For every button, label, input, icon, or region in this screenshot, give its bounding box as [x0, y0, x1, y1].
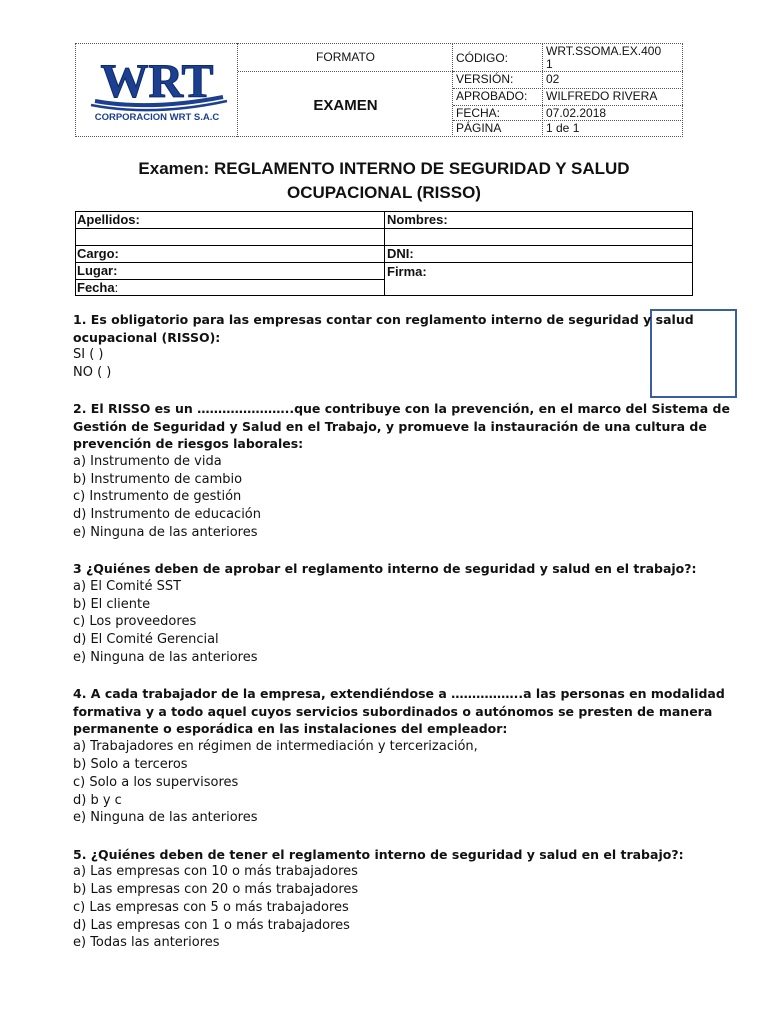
question-1-option-no[interactable]: NO ( )	[73, 365, 112, 380]
codigo-label: CÓDIGO:	[456, 51, 509, 65]
version-label: VERSIÓN:	[456, 72, 514, 86]
pagina-value: 1 de 1	[546, 121, 580, 135]
nombres-label: Nombres:	[387, 212, 448, 227]
question-2-option-e[interactable]: e) Ninguna de las anteriores	[73, 525, 258, 540]
grid-line	[75, 262, 693, 263]
codigo-value: WRT.SSOMA.EX.400	[546, 44, 662, 58]
version-value: 02	[546, 72, 560, 86]
question-5-option-d[interactable]: d) Las empresas con 1 o más trabajadores	[73, 918, 350, 933]
question-4-line-2: formativa y a todo aquel cuyos servicios subordinados o autónomos se presten de manera	[73, 704, 713, 719]
question-3-line-1: 3 ¿Quiénes deben de aprobar el reglamento interno de seguridad y salud en el trabajo?:	[73, 561, 697, 576]
pagina-label: PÁGINA	[456, 121, 502, 135]
fecha-field-label	[77, 280, 118, 295]
question-5-line-1: 5. ¿Quiénes deben de tener el reglamento interno de seguridad y salud en el trabajo?:	[73, 847, 684, 862]
question-2-option-a[interactable]: a) Instrumento de vida	[73, 454, 222, 469]
grid-line	[75, 245, 693, 246]
lugar-label: Lugar:	[77, 263, 118, 278]
grid-line	[75, 279, 384, 280]
nombres-input[interactable]	[385, 229, 692, 245]
question-3-option-c[interactable]: c) Los proveedores	[73, 614, 197, 629]
question-1-option-si[interactable]: SI ( )	[73, 347, 104, 362]
question-4-line-3: permanente o esporádica en las instalaciones del empleador:	[73, 721, 508, 736]
question-3-option-b[interactable]: b) El cliente	[73, 597, 151, 612]
question-5-option-b[interactable]: b) Las empresas con 20 o más trabajadores	[73, 882, 359, 897]
logo-letters: WRT	[100, 55, 214, 108]
grid-line	[75, 211, 76, 296]
question-2-line-2: Gestión de Seguridad y Salud en el Trabajo, y promueve la instauración de una cultura de	[73, 419, 707, 434]
dni-label: DNI:	[387, 246, 414, 261]
personal-data-form	[75, 211, 693, 296]
question-4-line-1: 4. A cada trabajador de la empresa, extendiéndose a ……………..a las personas en modalidad	[73, 686, 725, 701]
fecha-text: Fecha	[77, 280, 115, 295]
question-5-option-a[interactable]: a) Las empresas con 10 o más trabajadores	[73, 864, 358, 879]
codigo-value-line2: 1	[546, 57, 553, 71]
fecha-colon: :	[114, 280, 119, 295]
question-4-option-d[interactable]: d) b y c	[73, 793, 122, 808]
aprobado-value: WILFREDO RIVERA	[546, 89, 658, 103]
exam-title-line2: OCUPACIONAL (RISSO)	[287, 183, 481, 202]
apellidos-input[interactable]	[75, 229, 384, 245]
company-name: CORPORACION WRT S.A.C	[94, 112, 220, 123]
cargo-label: Cargo:	[77, 246, 119, 261]
fecha-value: 07.02.2018	[546, 106, 607, 120]
apellidos-label: Apellidos:	[77, 212, 140, 227]
question-4-option-b[interactable]: b) Solo a terceros	[73, 757, 188, 772]
grid-line	[692, 211, 693, 296]
question-3-option-d[interactable]: d) El Comité Gerencial	[73, 632, 219, 647]
formato-label: FORMATO	[316, 50, 375, 64]
question-3-option-a[interactable]: a) El Comité SST	[73, 579, 182, 594]
examen-label: EXAMEN	[313, 97, 378, 114]
question-4-option-a[interactable]: a) Trabajadores en régimen de intermediación y tercerización,	[73, 739, 478, 754]
firma-label: Firma:	[387, 264, 427, 279]
question-4-option-e[interactable]: e) Ninguna de las anteriores	[73, 810, 258, 825]
aprobado-label: APROBADO:	[456, 89, 528, 103]
question-2-option-c[interactable]: c) Instrumento de gestión	[73, 489, 242, 504]
question-2-line-3: prevención de riesgos laborales:	[73, 436, 304, 451]
question-2-option-d[interactable]: d) Instrumento de educación	[73, 507, 262, 522]
question-5-option-e[interactable]: e) Todas las anteriores	[73, 935, 220, 950]
question-4-option-c[interactable]: c) Solo a los supervisores	[73, 775, 239, 790]
fecha-label: FECHA:	[456, 106, 501, 120]
exam-title	[40, 157, 728, 205]
company-logo	[81, 53, 233, 128]
question-5-option-c[interactable]: c) Las empresas con 5 o más trabajadores	[73, 900, 349, 915]
document-header	[75, 43, 683, 137]
exam-title-line1: Examen: REGLAMENTO INTERNO DE SEGURIDAD Y SALUD	[138, 159, 630, 178]
grid-line	[384, 211, 385, 296]
question-2-line-1: 2. El RISSO es un …………………..que contribuye con la prevención, en el marco del Sistema de	[73, 401, 730, 416]
question-3-option-e[interactable]: e) Ninguna de las anteriores	[73, 650, 258, 665]
question-1-line-2: ocupacional (RISSO):	[73, 330, 221, 345]
question-2-option-b[interactable]: b) Instrumento de cambio	[73, 472, 243, 487]
question-1-line-1: 1. Es obligatorio para las empresas contar con reglamento interno de seguridad y salud	[73, 312, 694, 327]
